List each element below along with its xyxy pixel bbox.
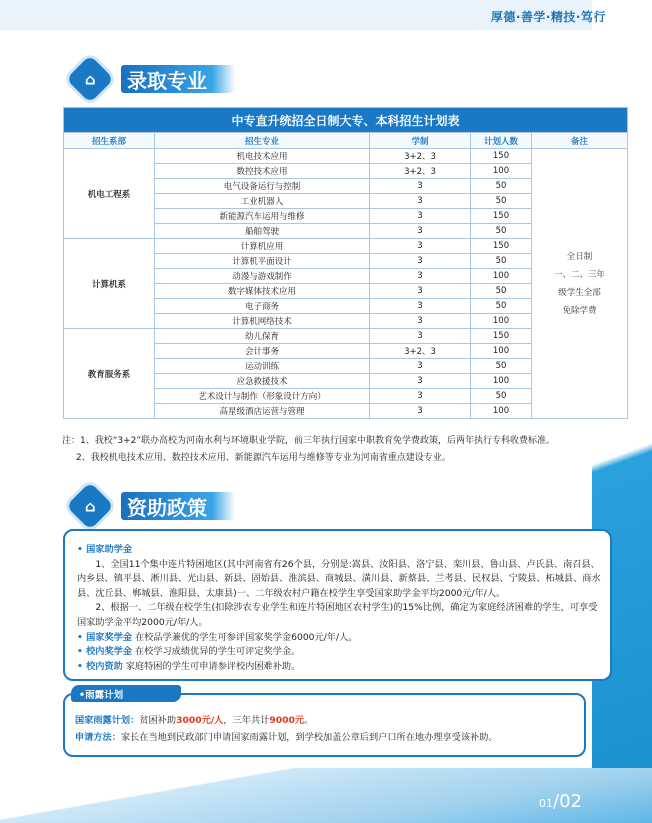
quota-cell: 50 (471, 254, 532, 269)
note-1: 注：1、我校“3+2”联办高校为河南水利与环境职业学院，前三年执行国家中职教育免学费政策，后两年执行专科收费标准。 (62, 436, 556, 446)
quota-cell: 150 (471, 149, 532, 164)
column-header: 计划人数 (471, 133, 532, 149)
duration-cell: 3 (370, 314, 471, 329)
major-cell: 应急救援技术 (155, 374, 370, 389)
yulu-text: 贫困补助 (139, 715, 177, 726)
quota-cell: 100 (471, 164, 532, 179)
school-motto: 厚德·善学·精技·笃行 (490, 10, 606, 24)
yulu-text: ，三年共计 (223, 715, 270, 726)
duration-cell: 3 (370, 374, 471, 389)
remark-line: 全日制 (566, 251, 593, 262)
section-heading-admission (73, 62, 235, 96)
duration-cell: 3 (370, 239, 471, 254)
aid-text: 在校品学兼优的学生可参评国家奖学金6000元/年/人。 (134, 631, 358, 643)
major-cell: 新能源汽车运用与维修 (155, 209, 370, 224)
duration-cell: 3 (370, 389, 471, 404)
quota-cell: 50 (471, 194, 532, 209)
column-header: 招生专业 (155, 133, 370, 149)
duration-cell: 3 (370, 209, 471, 224)
aid-item (77, 631, 601, 646)
quota-cell: 100 (471, 314, 532, 329)
aid-heading-school-scholarship: • 校内奖学金 (77, 646, 133, 658)
column-header: 招生系部 (64, 133, 155, 149)
major-cell: 计算机平面设计 (155, 254, 370, 269)
aid-heading-national-grant: • 国家助学金 (77, 544, 133, 555)
school-logo-icon: ⌂ (66, 55, 114, 103)
quota-cell: 50 (471, 299, 532, 314)
dept-cell: 计算机系 (64, 239, 155, 329)
duration-cell: 3 (370, 284, 471, 299)
section-title: 录取专业 (121, 65, 235, 93)
page-number-right: 02 (559, 791, 582, 812)
quota-cell: 150 (471, 209, 532, 224)
aid-paragraph: 1、全国11个集中连片特困地区(其中河南省有26个县，分别是:嵩县、汝阳县、洛宁县、栾川县、鲁山县、卢氏县、南召县、内乡县、镇平县、淅川县、光山县、新县、固始县、淮滨县、商城县、潢川县、新蔡县、兰考县、民权县、宁陵县、柘城县、商水县、沈丘县、郸城县、淮阳县、太康县)一、二年级农村户籍在校学生享受国家助学金平均2000元/年/人。 (77, 558, 601, 599)
note-2: 2、我校机电技术应用、数控技术应用、新能源汽车运用与维修等专业为河南省重点建设专业。 (76, 453, 451, 463)
quota-cell: 50 (471, 179, 532, 194)
yulu-plan-box (63, 689, 586, 757)
quota-cell: 50 (471, 389, 532, 404)
yulu-label: 国家雨露计划： (75, 715, 140, 726)
yulu-amount: 3000元/人 (176, 715, 224, 726)
aid-item (77, 645, 601, 660)
table-notes (62, 433, 632, 467)
remark-line: 免除学费 (562, 305, 597, 316)
aid-paragraph: 2、根据一、二年级在校学生(扣除涉农专业学生和连片特困地区农村学生)的15%比例，确定为家庭经济困难的学生，可享受国家助学金平均2000元/年/人。 (77, 602, 598, 628)
table-header-row (64, 133, 628, 149)
yulu-line-1 (75, 712, 580, 729)
yulu-text: 家长在当地到民政部门申请国家雨露计划，到学校加盖公章后到户口所在地办理享受该补助。 (120, 732, 498, 743)
quota-cell: 50 (471, 224, 532, 239)
aid-text: 家庭特困的学生可申请参评校内困难补助。 (125, 660, 301, 672)
quota-cell: 50 (471, 284, 532, 299)
remark-line: 级学生全部 (558, 287, 601, 298)
aid-heading-national-scholarship: • 国家奖学金 (77, 631, 133, 643)
duration-cell: 3 (370, 404, 471, 419)
major-cell: 艺术设计与制作（形象设计方向） (155, 389, 370, 404)
duration-cell: 3 (370, 299, 471, 314)
major-cell: 计算机应用 (155, 239, 370, 254)
page-number-left: 01 (539, 797, 553, 810)
remark-cell (532, 149, 628, 419)
remark-line: 一、二、三年 (553, 269, 605, 280)
school-logo-icon: ⌂ (66, 482, 114, 530)
major-cell: 船舶驾驶 (155, 224, 370, 239)
table-row (64, 149, 628, 164)
quota-cell: 100 (471, 269, 532, 284)
quota-cell: 100 (471, 374, 532, 389)
quota-cell: 150 (471, 239, 532, 254)
section-title: 资助政策 (121, 492, 235, 520)
column-header: 学制 (370, 133, 471, 149)
yulu-text: 。 (304, 715, 314, 726)
major-cell: 机电技术应用 (155, 149, 370, 164)
dept-cell: 机电工程系 (64, 149, 155, 239)
duration-cell: 3 (370, 329, 471, 344)
enrollment-plan-table (63, 107, 628, 419)
major-cell: 高星级酒店运营与管理 (155, 404, 370, 419)
duration-cell: 3 (370, 194, 471, 209)
major-cell: 工业机器人 (155, 194, 370, 209)
major-cell: 动漫与游戏制作 (155, 269, 370, 284)
table-title: 中专直升统招全日制大专、本科招生计划表 (64, 108, 628, 133)
major-cell: 会计事务 (155, 344, 370, 359)
quota-cell: 100 (471, 344, 532, 359)
duration-cell: 3 (370, 254, 471, 269)
aid-text: 在校学习成绩优异的学生可评定奖学金。 (134, 646, 301, 658)
major-cell: 数控技术应用 (155, 164, 370, 179)
duration-cell: 3 (370, 359, 471, 374)
yulu-tab-label: •雨露计划 (71, 685, 181, 702)
duration-cell: 3 (370, 269, 471, 284)
major-cell: 电子商务 (155, 299, 370, 314)
page-number: 01/02 (539, 791, 582, 812)
yulu-total: 9000元 (269, 715, 305, 726)
major-cell: 幼儿保育 (155, 329, 370, 344)
duration-cell: 3 (370, 224, 471, 239)
yulu-line-2 (75, 729, 580, 746)
duration-cell: 3+2、3 (370, 344, 471, 359)
quota-cell: 150 (471, 329, 532, 344)
major-cell: 运动训练 (155, 359, 370, 374)
aid-heading-school-aid: • 校内资助 (77, 660, 123, 672)
aid-item (77, 660, 601, 675)
section-heading-aid (73, 489, 235, 523)
duration-cell: 3 (370, 179, 471, 194)
major-cell: 数字媒体技术应用 (155, 284, 370, 299)
major-cell: 计算机网络技术 (155, 314, 370, 329)
dept-cell: 教育服务系 (64, 329, 155, 419)
aid-policy-box (63, 529, 612, 681)
major-cell: 电气设备运行与控制 (155, 179, 370, 194)
duration-cell: 3+2、3 (370, 149, 471, 164)
yulu-label: 申请方法： (75, 732, 121, 743)
duration-cell: 3+2、3 (370, 164, 471, 179)
column-header: 备注 (532, 133, 628, 149)
quota-cell: 50 (471, 359, 532, 374)
quota-cell: 100 (471, 404, 532, 419)
